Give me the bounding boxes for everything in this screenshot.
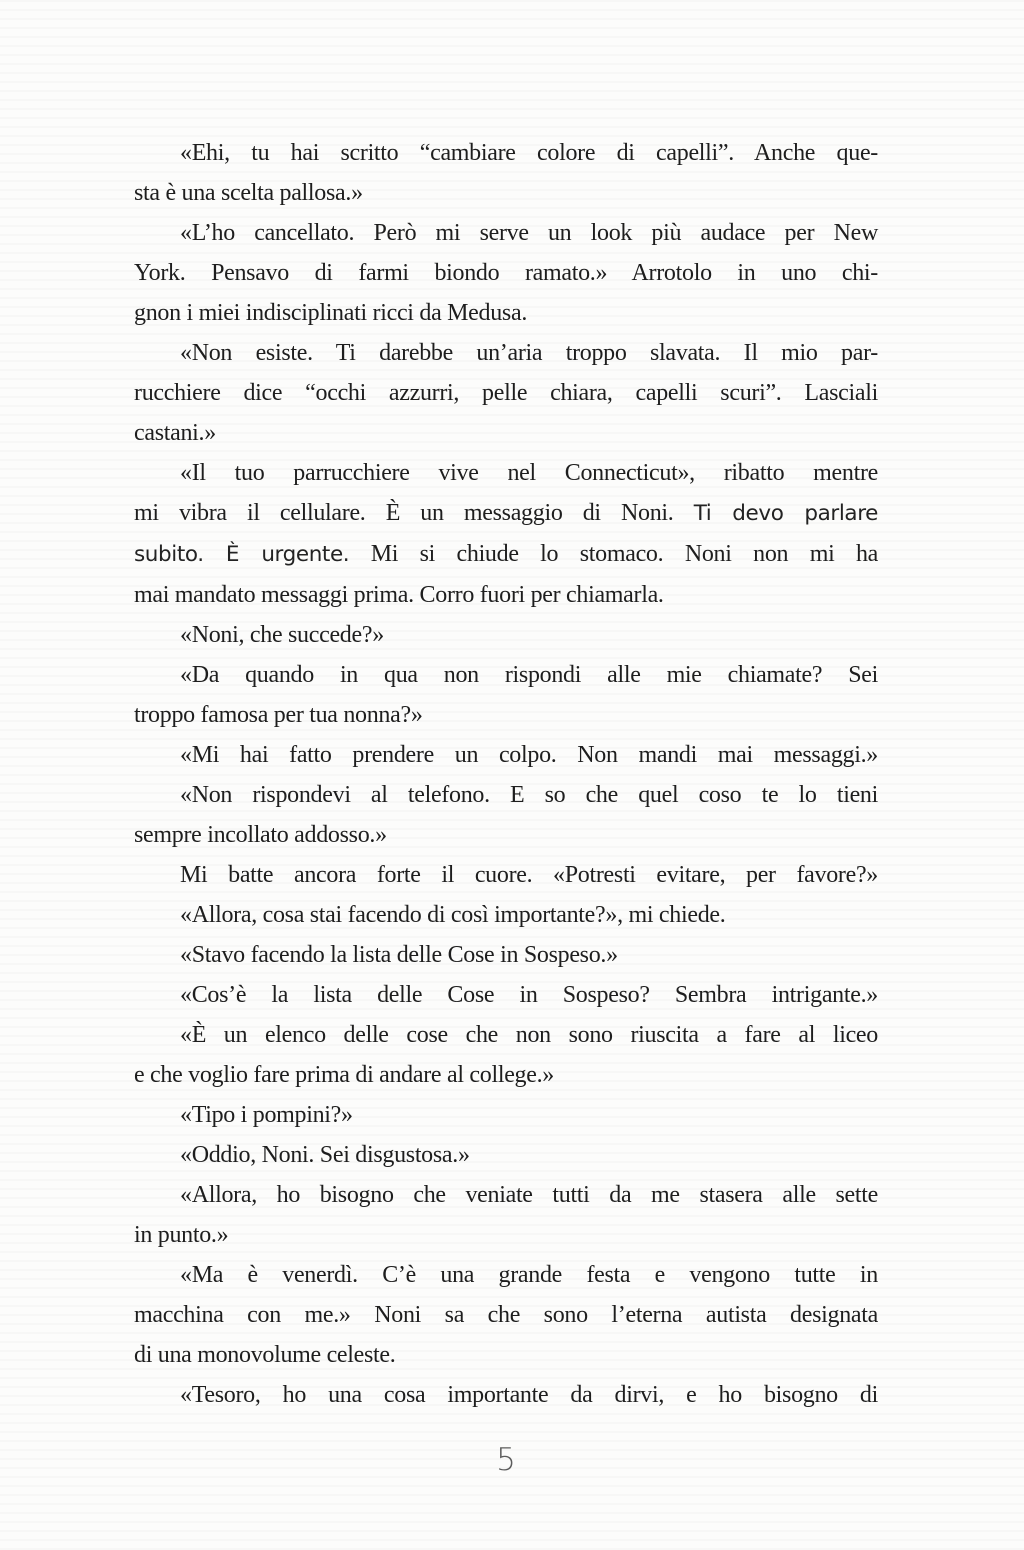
body-text: in punto.» bbox=[134, 1222, 229, 1248]
text-line bbox=[134, 895, 878, 935]
body-text: «Da quando in qua non rispondi alle mie chiamate? Sei bbox=[180, 662, 878, 688]
paragraph bbox=[134, 1095, 878, 1135]
body-text: e che voglio fare prima di andare al college.» bbox=[134, 1062, 554, 1088]
body-text: «Allora, cosa stai facendo di così importante?», mi chiede. bbox=[180, 902, 726, 928]
body-text: sempre incollato addosso.» bbox=[134, 822, 387, 848]
body-text: sta è una scelta pallosa.» bbox=[134, 180, 363, 206]
body-text: «Ehi, tu hai scritto “cambiare colore di capelli”. Anche que- bbox=[180, 140, 878, 166]
paragraph bbox=[134, 1375, 878, 1415]
body-text: mai mandato messaggi prima. Corro fuori per chiamarla. bbox=[134, 582, 664, 608]
body-text: troppo famosa per tua nonna?» bbox=[134, 702, 423, 728]
body-text: «Oddio, Noni. Sei disgustosa.» bbox=[180, 1142, 470, 1168]
text-line bbox=[134, 213, 878, 253]
text-line bbox=[134, 855, 878, 895]
text-line bbox=[134, 935, 878, 975]
text-line bbox=[134, 975, 878, 1015]
paragraph bbox=[134, 655, 878, 735]
text-block bbox=[134, 133, 878, 1415]
body-text: «Il tuo parrucchiere vive nel Connecticut», ribatto mentre bbox=[180, 460, 878, 486]
text-line bbox=[134, 775, 878, 815]
body-text: macchina con me.» Noni sa che sono l’eterna autista designata bbox=[134, 1302, 878, 1328]
body-text: «Cos’è la lista delle Cose in Sospeso? Sembra intrigante.» bbox=[180, 982, 878, 1008]
text-line bbox=[134, 1135, 878, 1175]
body-text: Mi batte ancora forte il cuore. «Potresti evitare, per favore?» bbox=[180, 862, 878, 888]
paragraph bbox=[134, 1255, 878, 1375]
text-line bbox=[134, 453, 878, 493]
text-line bbox=[134, 575, 878, 615]
body-text: «L’ho cancellato. Però mi serve un look più audace per New bbox=[180, 220, 878, 246]
paragraph bbox=[134, 615, 878, 655]
body-text: rucchiere dice “occhi azzurri, pelle chiara, capelli scuri”. Lasciali bbox=[134, 380, 878, 406]
text-line bbox=[134, 1015, 878, 1055]
paragraph bbox=[134, 133, 878, 213]
text-line bbox=[134, 493, 878, 534]
paragraph bbox=[134, 453, 878, 615]
sms-message-text: subito. È urgente. bbox=[134, 542, 350, 567]
paragraph bbox=[134, 1135, 878, 1175]
paragraph bbox=[134, 935, 878, 975]
text-line bbox=[134, 1375, 878, 1415]
text-line bbox=[134, 534, 878, 575]
body-text: «Allora, ho bisogno che veniate tutti da me stasera alle sette bbox=[180, 1182, 878, 1208]
text-line bbox=[134, 1215, 878, 1255]
paragraph bbox=[134, 855, 878, 895]
paragraph bbox=[134, 975, 878, 1015]
paragraph bbox=[134, 775, 878, 855]
text-line bbox=[134, 1255, 878, 1295]
paragraph bbox=[134, 895, 878, 935]
text-line bbox=[134, 133, 878, 173]
body-text: «Stavo facendo la lista delle Cose in Sospeso.» bbox=[180, 942, 618, 968]
text-line bbox=[134, 173, 878, 213]
body-text: mi vibra il cellulare. È un messaggio di Noni. bbox=[134, 500, 694, 526]
paragraph bbox=[134, 735, 878, 775]
text-line bbox=[134, 293, 878, 333]
body-text: di una monovolume celeste. bbox=[134, 1342, 396, 1368]
text-line bbox=[134, 1175, 878, 1215]
page-number: 5 bbox=[496, 1442, 516, 1478]
paragraph bbox=[134, 213, 878, 333]
text-line bbox=[134, 735, 878, 775]
text-line bbox=[134, 695, 878, 735]
text-line bbox=[134, 333, 878, 373]
paragraph bbox=[134, 1015, 878, 1095]
text-line bbox=[134, 373, 878, 413]
paragraph bbox=[134, 1175, 878, 1255]
body-text: «È un elenco delle cose che non sono riuscita a fare al liceo bbox=[180, 1022, 878, 1048]
body-text: Mi si chiude lo stomaco. Noni non mi ha bbox=[349, 541, 878, 567]
paragraph bbox=[134, 333, 878, 453]
body-text: castani.» bbox=[134, 420, 216, 446]
sms-message-text: Ti devo parlare bbox=[693, 501, 878, 526]
text-line bbox=[134, 655, 878, 695]
body-text: «Noni, che succede?» bbox=[180, 622, 384, 648]
body-text: «Tipo i pompini?» bbox=[180, 1102, 353, 1128]
body-text: «Non esiste. Ti darebbe un’aria troppo slavata. Il mio par- bbox=[180, 340, 878, 366]
text-line bbox=[134, 1295, 878, 1335]
body-text: «Ma è venerdì. C’è una grande festa e vengono tutte in bbox=[180, 1262, 878, 1288]
text-line bbox=[134, 815, 878, 855]
body-text: «Tesoro, ho una cosa importante da dirvi, e ho bisogno di bbox=[180, 1382, 878, 1408]
text-line bbox=[134, 413, 878, 453]
text-line bbox=[134, 1095, 878, 1135]
body-text: gnon i miei indisciplinati ricci da Medusa. bbox=[134, 300, 528, 326]
text-line bbox=[134, 615, 878, 655]
body-text: «Mi hai fatto prendere un colpo. Non mandi mai messaggi.» bbox=[180, 742, 878, 768]
text-line bbox=[134, 253, 878, 293]
body-text: «Non rispondevi al telefono. E so che quel coso te lo tieni bbox=[180, 782, 878, 808]
text-line bbox=[134, 1335, 878, 1375]
text-line bbox=[134, 1055, 878, 1095]
body-text: York. Pensavo di farmi biondo ramato.» Arrotolo in uno chi- bbox=[134, 260, 878, 286]
